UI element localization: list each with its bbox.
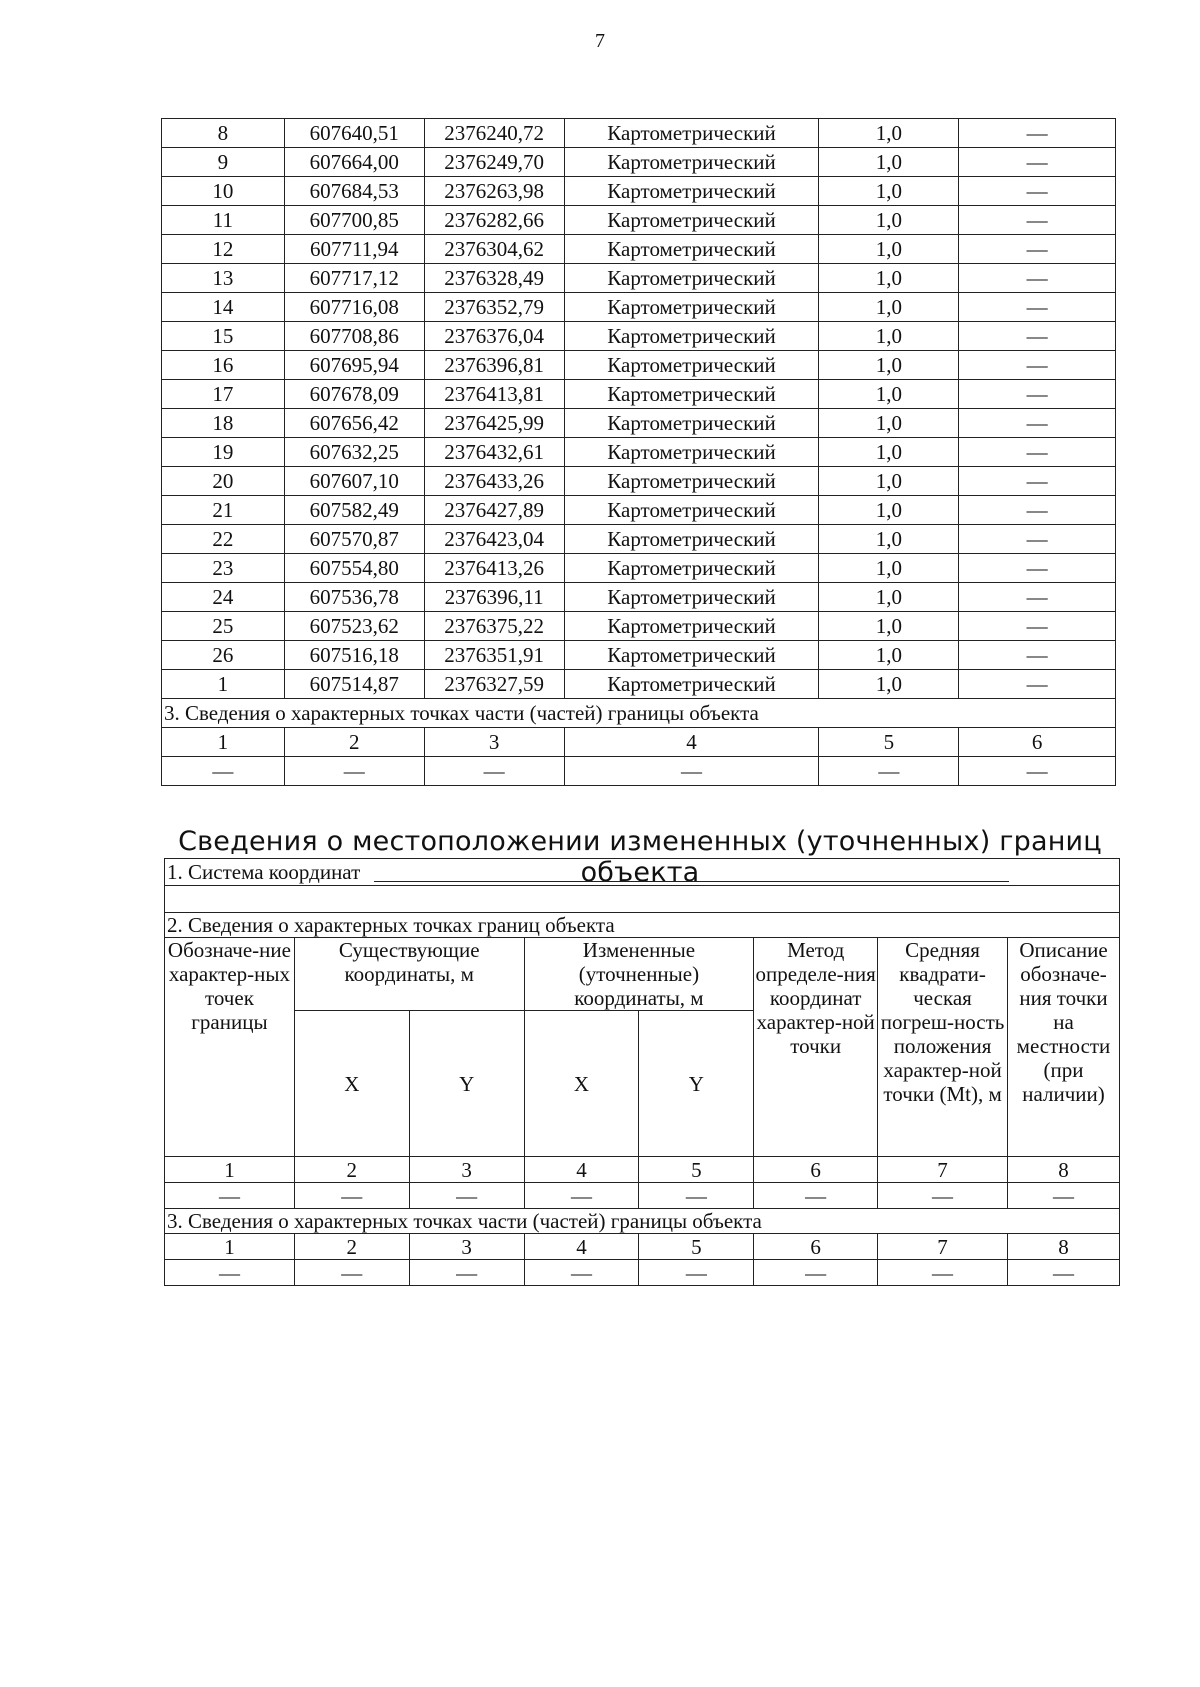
coord-system-row	[165, 859, 1120, 886]
col-number: 1	[165, 1234, 295, 1260]
table-row	[162, 206, 1116, 235]
empty-row	[165, 1183, 1120, 1209]
page-number: 7	[595, 30, 605, 52]
header-method: Метод определе-ния координат характер-ной точки	[754, 938, 878, 1157]
changed-boundaries-table	[164, 858, 1120, 1286]
table-row	[162, 670, 1116, 699]
rms-error: 1,0	[819, 641, 959, 670]
point-number: 22	[162, 525, 285, 554]
method: Картометрический	[564, 148, 819, 177]
point-number: 8	[162, 119, 285, 148]
y-coordinate: 2376352,79	[424, 293, 564, 322]
point-number: 11	[162, 206, 285, 235]
table-row	[162, 525, 1116, 554]
y-coordinate: 2376433,26	[424, 467, 564, 496]
empty-cell: —	[162, 757, 285, 786]
y-coordinate: 2376413,26	[424, 554, 564, 583]
table-row	[162, 264, 1116, 293]
method: Картометрический	[564, 438, 819, 467]
empty-cell: —	[284, 757, 424, 786]
x-coordinate: 607514,87	[284, 670, 424, 699]
empty-cell: —	[639, 1260, 754, 1286]
header-y: Y	[409, 1011, 524, 1157]
x-coordinate: 607711,94	[284, 235, 424, 264]
empty-cell: —	[409, 1260, 524, 1286]
y-coordinate: 2376240,72	[424, 119, 564, 148]
rms-error: 1,0	[819, 496, 959, 525]
x-coordinate: 607554,80	[284, 554, 424, 583]
method: Картометрический	[564, 380, 819, 409]
table-row	[162, 583, 1116, 612]
coord-system-label: 1. Система координат	[167, 860, 361, 884]
empty-cell: —	[409, 1183, 524, 1209]
col-number: 7	[878, 1157, 1008, 1183]
empty-cell: —	[754, 1183, 878, 1209]
header-y: Y	[639, 1011, 754, 1157]
empty-cell: —	[165, 1183, 295, 1209]
table-row	[162, 293, 1116, 322]
y-coordinate: 2376327,59	[424, 670, 564, 699]
col-number: 3	[409, 1234, 524, 1260]
part-heading: 3. Сведения о характерных точках части (частей) границы объекта	[165, 1209, 1120, 1234]
table-row	[162, 467, 1116, 496]
y-coordinate: 2376375,22	[424, 612, 564, 641]
col-number: 4	[524, 1234, 639, 1260]
point-number: 14	[162, 293, 285, 322]
table-row	[162, 409, 1116, 438]
table-row	[162, 322, 1116, 351]
y-coordinate: 2376413,81	[424, 380, 564, 409]
col-number: 5	[819, 728, 959, 757]
x-coordinate: 607695,94	[284, 351, 424, 380]
method: Картометрический	[564, 264, 819, 293]
empty-cell: —	[1008, 1260, 1120, 1286]
method: Картометрический	[564, 322, 819, 351]
description: —	[959, 467, 1116, 496]
rms-error: 1,0	[819, 409, 959, 438]
rms-error: 1,0	[819, 148, 959, 177]
description: —	[959, 380, 1116, 409]
table-row	[162, 641, 1116, 670]
rms-error: 1,0	[819, 583, 959, 612]
description: —	[959, 264, 1116, 293]
method: Картометрический	[564, 293, 819, 322]
description: —	[959, 119, 1116, 148]
empty-cell: —	[524, 1183, 639, 1209]
col-number: 6	[754, 1234, 878, 1260]
point-number: 16	[162, 351, 285, 380]
empty-cell: —	[754, 1260, 878, 1286]
header-changed: Измененные (уточненные) координаты, м	[524, 938, 754, 1011]
empty-cell: —	[294, 1260, 409, 1286]
description: —	[959, 322, 1116, 351]
description: —	[959, 206, 1116, 235]
y-coordinate: 2376425,99	[424, 409, 564, 438]
col-number: 1	[165, 1157, 295, 1183]
col-number: 5	[639, 1234, 754, 1260]
rms-error: 1,0	[819, 264, 959, 293]
method: Картометрический	[564, 496, 819, 525]
table-row	[162, 351, 1116, 380]
blank-row	[165, 886, 1120, 913]
rms-error: 1,0	[819, 612, 959, 641]
col-number: 2	[284, 728, 424, 757]
method: Картометрический	[564, 206, 819, 235]
rms-error: 1,0	[819, 235, 959, 264]
empty-cell: —	[294, 1183, 409, 1209]
method: Картометрический	[564, 641, 819, 670]
x-coordinate: 607640,51	[284, 119, 424, 148]
point-number: 24	[162, 583, 285, 612]
x-coordinate: 607570,87	[284, 525, 424, 554]
y-coordinate: 2376432,61	[424, 438, 564, 467]
rms-error: 1,0	[819, 177, 959, 206]
part-empty-row	[165, 1260, 1120, 1286]
rms-error: 1,0	[819, 351, 959, 380]
empty-cell: —	[878, 1183, 1008, 1209]
table-row	[162, 612, 1116, 641]
header-x: X	[524, 1011, 639, 1157]
y-coordinate: 2376282,66	[424, 206, 564, 235]
method: Картометрический	[564, 177, 819, 206]
col-number: 4	[524, 1157, 639, 1183]
point-number: 9	[162, 148, 285, 177]
y-coordinate: 2376427,89	[424, 496, 564, 525]
col-number: 8	[1008, 1157, 1120, 1183]
x-coordinate: 607717,12	[284, 264, 424, 293]
table-row	[162, 380, 1116, 409]
description: —	[959, 496, 1116, 525]
method: Картометрический	[564, 467, 819, 496]
empty-cell: —	[524, 1260, 639, 1286]
table-row	[162, 148, 1116, 177]
y-coordinate: 2376396,11	[424, 583, 564, 612]
x-coordinate: 607632,25	[284, 438, 424, 467]
description: —	[959, 525, 1116, 554]
table-row	[162, 177, 1116, 206]
col-number: 8	[1008, 1234, 1120, 1260]
method: Картометрический	[564, 670, 819, 699]
coord-system-blank	[374, 867, 1009, 882]
points-heading: 2. Сведения о характерных точках границ объекта	[165, 913, 1120, 938]
x-coordinate: 607607,10	[284, 467, 424, 496]
point-number: 26	[162, 641, 285, 670]
y-coordinate: 2376249,70	[424, 148, 564, 177]
y-coordinate: 2376376,04	[424, 322, 564, 351]
point-number: 1	[162, 670, 285, 699]
point-number: 18	[162, 409, 285, 438]
rms-error: 1,0	[819, 525, 959, 554]
method: Картометрический	[564, 351, 819, 380]
description: —	[959, 293, 1116, 322]
col-number: 7	[878, 1234, 1008, 1260]
method: Картометрический	[564, 235, 819, 264]
point-number: 19	[162, 438, 285, 467]
description: —	[959, 641, 1116, 670]
method: Картометрический	[564, 583, 819, 612]
method: Картометрический	[564, 525, 819, 554]
boundary-points-body	[162, 119, 1116, 699]
description: —	[959, 235, 1116, 264]
table-row	[162, 235, 1116, 264]
y-coordinate: 2376263,98	[424, 177, 564, 206]
y-coordinate: 2376423,04	[424, 525, 564, 554]
x-coordinate: 607582,49	[284, 496, 424, 525]
description: —	[959, 351, 1116, 380]
rms-error: 1,0	[819, 119, 959, 148]
x-coordinate: 607678,09	[284, 380, 424, 409]
method: Картометрический	[564, 612, 819, 641]
empty-cell: —	[959, 757, 1116, 786]
col-number: 2	[294, 1157, 409, 1183]
col-numbers-row	[165, 1157, 1120, 1183]
description: —	[959, 670, 1116, 699]
point-number: 21	[162, 496, 285, 525]
col-number: 4	[564, 728, 819, 757]
x-coordinate: 607700,85	[284, 206, 424, 235]
rms-error: 1,0	[819, 554, 959, 583]
rms-error: 1,0	[819, 322, 959, 351]
method: Картометрический	[564, 409, 819, 438]
empty-cell: —	[1008, 1183, 1120, 1209]
header-designation: Обозначе-ние характер-ных точек границы	[165, 938, 295, 1157]
part-heading: 3. Сведения о характерных точках части (частей) границы объекта	[162, 699, 1116, 728]
description: —	[959, 612, 1116, 641]
part-empty-row	[162, 757, 1116, 786]
header-rms: Средняя квадрати-ческая погреш-ность положения характер-ной точки (Mt), м	[878, 938, 1008, 1157]
point-number: 20	[162, 467, 285, 496]
table-row	[162, 119, 1116, 148]
description: —	[959, 554, 1116, 583]
table-row	[162, 554, 1116, 583]
method: Картометрический	[564, 119, 819, 148]
header-x: X	[294, 1011, 409, 1157]
point-number: 12	[162, 235, 285, 264]
point-number: 25	[162, 612, 285, 641]
col-number: 6	[959, 728, 1116, 757]
rms-error: 1,0	[819, 380, 959, 409]
y-coordinate: 2376351,91	[424, 641, 564, 670]
y-coordinate: 2376304,62	[424, 235, 564, 264]
x-coordinate: 607516,18	[284, 641, 424, 670]
x-coordinate: 607523,62	[284, 612, 424, 641]
y-coordinate: 2376328,49	[424, 264, 564, 293]
col-number: 1	[162, 728, 285, 757]
point-number: 17	[162, 380, 285, 409]
col-number: 3	[409, 1157, 524, 1183]
point-number: 10	[162, 177, 285, 206]
x-coordinate: 607684,53	[284, 177, 424, 206]
description: —	[959, 409, 1116, 438]
empty-cell: —	[424, 757, 564, 786]
part-col-numbers-row	[165, 1234, 1120, 1260]
x-coordinate: 607716,08	[284, 293, 424, 322]
description: —	[959, 583, 1116, 612]
empty-cell: —	[639, 1183, 754, 1209]
rms-error: 1,0	[819, 670, 959, 699]
col-number: 5	[639, 1157, 754, 1183]
col-number: 6	[754, 1157, 878, 1183]
header-existing: Существующие координаты, м	[294, 938, 524, 1011]
method: Картометрический	[564, 554, 819, 583]
point-number: 15	[162, 322, 285, 351]
empty-cell: —	[165, 1260, 295, 1286]
rms-error: 1,0	[819, 206, 959, 235]
description: —	[959, 148, 1116, 177]
description: —	[959, 177, 1116, 206]
empty-cell: —	[819, 757, 959, 786]
col-number: 2	[294, 1234, 409, 1260]
header-description: Описание обозначе-ния точки на местности (при наличии)	[1008, 938, 1120, 1157]
rms-error: 1,0	[819, 467, 959, 496]
col-number: 3	[424, 728, 564, 757]
x-coordinate: 607536,78	[284, 583, 424, 612]
table-row	[162, 496, 1116, 525]
empty-cell: —	[564, 757, 819, 786]
x-coordinate: 607656,42	[284, 409, 424, 438]
y-coordinate: 2376396,81	[424, 351, 564, 380]
rms-error: 1,0	[819, 438, 959, 467]
point-number: 13	[162, 264, 285, 293]
x-coordinate: 607664,00	[284, 148, 424, 177]
description: —	[959, 438, 1116, 467]
boundary-points-table	[161, 118, 1116, 786]
part-col-numbers-row	[162, 728, 1116, 757]
rms-error: 1,0	[819, 293, 959, 322]
table-row	[162, 438, 1116, 467]
x-coordinate: 607708,86	[284, 322, 424, 351]
point-number: 23	[162, 554, 285, 583]
section-title: Сведения о местоположении измененных (уточненных) границ объекта	[178, 826, 1102, 888]
empty-cell: —	[878, 1260, 1008, 1286]
